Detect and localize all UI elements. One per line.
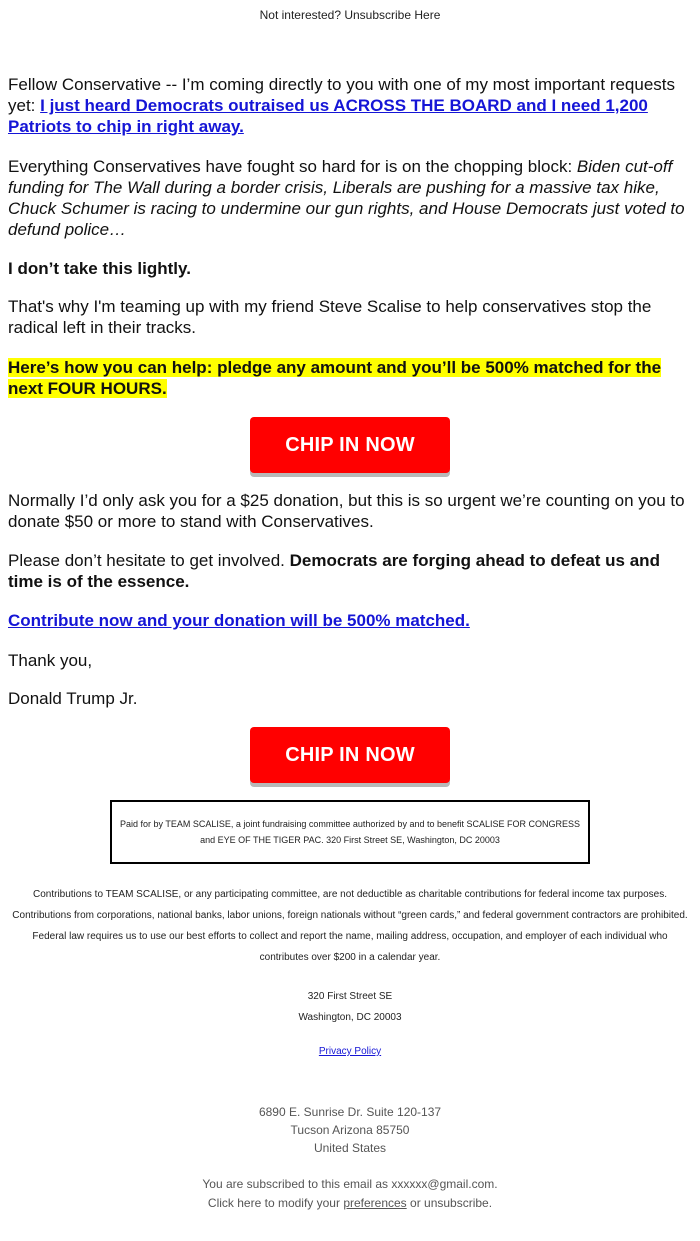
chopping-block-italic: Biden cut-off funding for The Wall during a border crisis, Liberals are pushing for a massive tax hike, Chuck Schumer is racing to undermine our gun rights, and House Democrats just voted to defund police… bbox=[8, 157, 685, 239]
chip-in-button[interactable]: CHIP IN NOW bbox=[250, 417, 450, 473]
signature-text: Donald Trump Jr. bbox=[8, 689, 138, 708]
involved-text: Please don’t hesitate to get involved. bbox=[8, 551, 290, 570]
donation-paragraph: Normally I’d only ask you for a $25 donation, but this is so urgent we’re counting on you to donate $50 or more to stand with Conservatives. bbox=[8, 491, 685, 531]
thank-you-text: Thank you, bbox=[8, 651, 93, 670]
outraised-link[interactable]: I just heard Democrats outraised us ACROSS THE BOARD and I need 1,200 Patriots to chip in right away. bbox=[8, 96, 648, 136]
pledge-highlight: Here’s how you can help: pledge any amount and you’ll be 500% matched for the next FOUR HOURS. bbox=[8, 358, 662, 398]
committee-address bbox=[0, 986, 700, 1028]
chopping-block-text: Everything Conservatives have fought so hard for is on the chopping block: bbox=[8, 157, 577, 176]
chip-in-button-bottom[interactable]: CHIP IN NOW bbox=[250, 727, 450, 783]
involved-paragraph bbox=[8, 550, 692, 592]
lightly-paragraph: I don’t take this lightly. bbox=[8, 259, 191, 278]
pledge-paragraph bbox=[8, 357, 692, 399]
intro-paragraph bbox=[8, 74, 692, 137]
sender-line-3: United States bbox=[313, 1141, 387, 1155]
unsubscribe-link[interactable]: Not interested? Unsubscribe Here bbox=[259, 8, 441, 22]
privacy-section bbox=[0, 1046, 700, 1057]
scalise-paragraph: That's why I'm teaming up with my friend Steve Scalise to help conservatives stop the radical left in their tracks. bbox=[8, 297, 652, 337]
contribute-link[interactable]: Contribute now and your donation will be 500% matched. bbox=[8, 611, 470, 630]
legal-disclaimer: Contributions to TEAM SCALISE, or any participating committee, are not deductible as charitable contributions for federal income tax purposes. Contributions from corporations, national banks, labor unions, foreign nationals without “green cards,” and federal government contractors are prohibited. Federal law requires us to use our best efforts to collect and report the name, mailing address, occupation, and employer of each individual who contributes over $200 in a calendar year. bbox=[12, 889, 688, 963]
address-line-2: Washington, DC 20003 bbox=[298, 1012, 402, 1023]
modify-suffix: or unsubscribe. bbox=[406, 1196, 493, 1210]
modify-prefix: Click here to modify your bbox=[207, 1196, 344, 1210]
sender-address bbox=[0, 1103, 700, 1157]
paid-for-disclaimer: Paid for by TEAM SCALISE, a joint fundraising committee authorized by and to benefit SCALISE FOR CONGRESS and EYE OF THE TIGER PAC. 320 First Street SE, Washington, DC 20003 bbox=[110, 800, 590, 864]
contribute-paragraph bbox=[8, 610, 692, 631]
sender-line-2: Tucson Arizona 85750 bbox=[290, 1123, 410, 1137]
privacy-policy-link[interactable]: Privacy Policy bbox=[318, 1046, 382, 1057]
chopping-block-paragraph bbox=[8, 156, 692, 240]
preferences-link[interactable]: preferences bbox=[343, 1196, 407, 1210]
address-line-1: 320 First Street SE bbox=[307, 991, 393, 1002]
involved-bold: Democrats are forging ahead to defeat us and time is of the essence. bbox=[8, 551, 660, 591]
sender-line-1: 6890 E. Sunrise Dr. Suite 120-137 bbox=[258, 1105, 442, 1119]
subscription-footer bbox=[0, 1175, 700, 1213]
intro-text: Fellow Conservative -- I’m coming directly to you with one of my most important requests yet: bbox=[8, 75, 676, 115]
subscribed-text: You are subscribed to this email as xxxxxx@gmail.com. bbox=[202, 1177, 498, 1191]
modify-preferences-line bbox=[0, 1194, 700, 1213]
